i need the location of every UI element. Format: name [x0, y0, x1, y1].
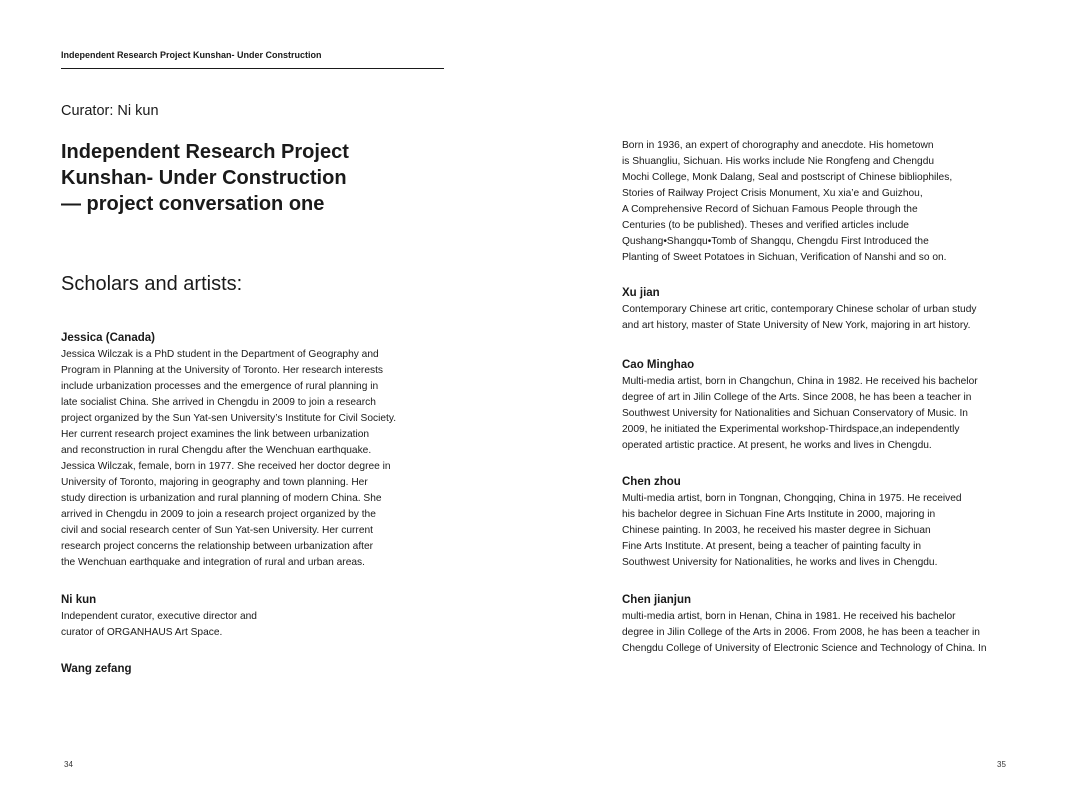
section-heading: Scholars and artists:: [61, 273, 243, 295]
entry-text-line: his bachelor degree in Sichuan Fine Arts Institute in 2000, majoring in: [622, 509, 936, 520]
entry-name: Chen jianjun: [622, 594, 691, 606]
page-number: 35: [997, 760, 1006, 769]
entry-text-line: Her current research project examines the link between urbanization: [61, 429, 370, 440]
bio-entry-ni-kun: [61, 592, 257, 641]
entry-text-line: Born in 1936, an expert of chorography and anecdote. His hometown: [622, 140, 934, 151]
bio-entry-cao-minghao: [622, 357, 978, 454]
title-line: Kunshan- Under Construction: [61, 167, 347, 189]
curator-line: Curator: Ni kun: [61, 103, 159, 119]
entry-text-line: 2009, he initiated the Experimental workshop-Thirdspace,an independently: [622, 424, 960, 435]
entry-text-line: project organized by the Sun Yat-sen University’s Institute for Civil Society.: [61, 413, 397, 424]
entry-text-line: include urbanization processes and the emergence of rural planning in: [61, 381, 379, 392]
entry-text-line: and reconstruction in rural Chengdu after the Wenchuan earthquake.: [61, 445, 372, 456]
entry-text-line: research project concerns the relationship between urbanization after: [61, 541, 374, 552]
entry-text-line: Mochi College, Monk Dalang, Seal and postscript of Chinese bibliophiles,: [622, 172, 953, 183]
entry-text-line: University of Toronto, majoring in geography and town planning. Her: [61, 477, 368, 488]
right-page: [534, 0, 1069, 795]
entry-text-line: Chengdu College of University of Electronic Science and Technology of China. In: [622, 643, 987, 654]
bio-entry-chen-jianjun: [622, 592, 987, 657]
entry-text-line: Jessica Wilczak, female, born in 1977. She received her doctor degree in: [61, 461, 391, 472]
running-header: Independent Research Project Kunshan- Under Construction: [61, 50, 322, 60]
entry-text-line: Independent curator, executive director and: [61, 611, 257, 622]
entry-text-line: Southwest University for Nationalities and Sichuan Conservatory of Music. In: [622, 408, 968, 419]
entry-text-line: Chinese painting. In 2003, he received his master degree in Sichuan: [622, 525, 931, 536]
bio-entry-wang-zefang: [61, 661, 132, 678]
entry-name: Chen zhou: [622, 476, 681, 488]
entry-name: Ni kun: [61, 594, 97, 606]
entry-text-line: operated artistic practice. At present, he works and lives in Chengdu.: [622, 440, 932, 451]
entry-text-line: Multi-media artist, born in Changchun, China in 1982. He received his bachelor: [622, 376, 978, 387]
bio-entry-jessica: [61, 330, 396, 571]
entry-text-line: Stories of Railway Project Crisis Monument, Xu xia’e and Guizhou,: [622, 188, 923, 199]
left-page: [0, 0, 534, 795]
entry-text-line: Planting of Sweet Potatoes in Sichuan, Verification of Nanshi and so on.: [622, 252, 947, 263]
entry-text-line: degree in Jilin College of the Arts in 2006. From 2008, he has been a teacher in: [622, 627, 980, 638]
entry-text-line: Southwest University for Nationalities, he works and lives in Chengdu.: [622, 557, 938, 568]
entry-text-line: Qushang•Shangqu•Tomb of Shangqu, Chengdu First Introduced the: [622, 236, 929, 247]
bio-entry-xu-jian: [622, 285, 976, 334]
entry-text-line: and art history, master of State University of New York, majoring in art history.: [622, 320, 971, 331]
entry-name: Jessica (Canada): [61, 332, 155, 344]
bio-entry-chen-zhou: [622, 474, 962, 571]
entry-text-line: multi-media artist, born in Henan, China in 1981. He received his bachelor: [622, 611, 956, 622]
entry-text-line: arrived in Chengdu in 2009 to join a research project organized by the: [61, 509, 376, 520]
header-rule: [61, 68, 444, 69]
title-line: — project conversation one: [61, 193, 325, 215]
entry-text-line: curator of ORGANHAUS Art Space.: [61, 627, 223, 638]
entry-name: Wang zefang: [61, 663, 132, 675]
entry-text-line: Multi-media artist, born in Tongnan, Chongqing, China in 1975. He received: [622, 493, 962, 504]
entry-name: Xu jian: [622, 287, 660, 299]
title-line: Independent Research Project: [61, 141, 349, 163]
entry-name: Cao Minghao: [622, 359, 695, 371]
entry-text-line: Contemporary Chinese art critic, contemporary Chinese scholar of urban study: [622, 304, 977, 315]
entry-text-line: Fine Arts Institute. At present, being a teacher of painting faculty in: [622, 541, 922, 552]
entry-text-line: Centuries (to be published). Theses and verified articles include: [622, 220, 909, 231]
entry-text-line: A Comprehensive Record of Sichuan Famous People through the: [622, 204, 918, 215]
page-number: 34: [64, 760, 73, 769]
entry-text-line: is Shuangliu, Sichuan. His works include Nie Rongfeng and Chengdu: [622, 156, 935, 167]
entry-text-line: Program in Planning at the University of Toronto. Her research interests: [61, 365, 383, 376]
bio-entry-continuation: [622, 138, 952, 266]
entry-text-line: Jessica Wilczak is a PhD student in the Department of Geography and: [61, 349, 379, 360]
page-title: [61, 139, 461, 217]
entry-text-line: late socialist China. She arrived in Chengdu in 2009 to join a research: [61, 397, 376, 408]
entry-text-line: degree of art in Jilin College of the Arts. Since 2008, he has been a teacher in: [622, 392, 972, 403]
entry-text-line: civil and social research center of Sun Yat-sen University. Her current: [61, 525, 373, 536]
entry-text-line: study direction is urbanization and rural planning of modern China. She: [61, 493, 382, 504]
entry-text-line: the Wenchuan earthquake and integration of rural and urban areas.: [61, 557, 365, 568]
